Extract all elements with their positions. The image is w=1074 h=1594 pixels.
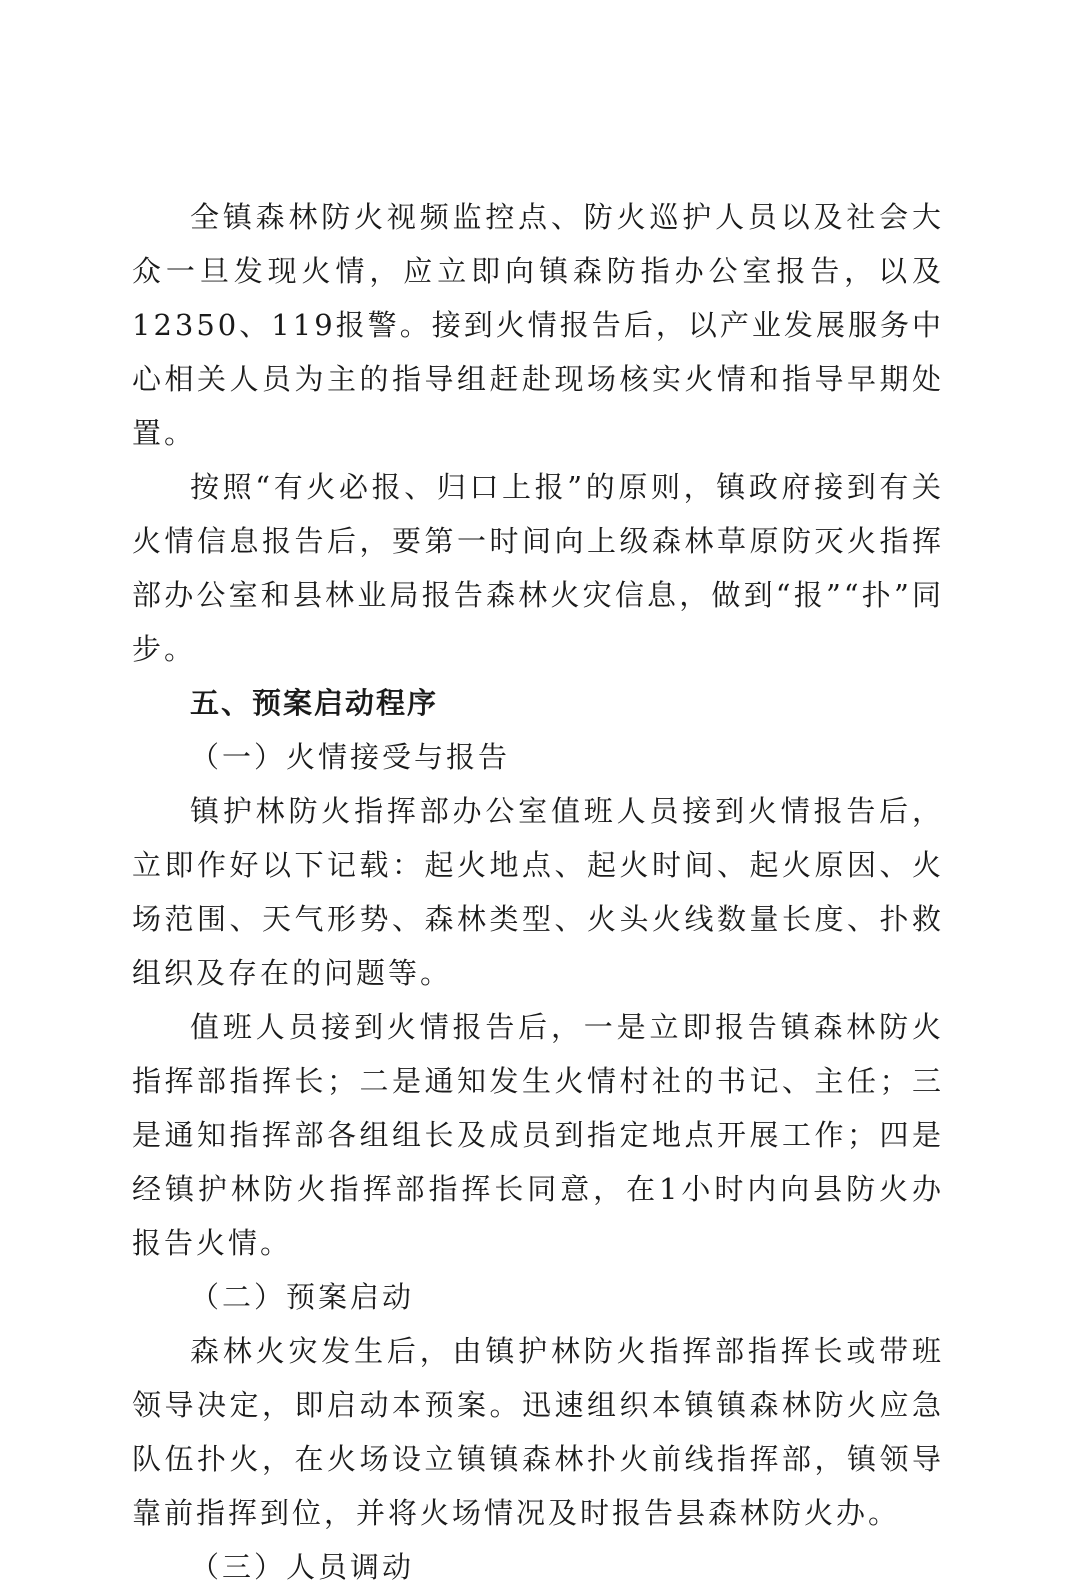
paragraph-duty-notification-steps: 值班人员接到火情报告后，一是立即报告镇森林防火指挥部指挥长；二是通知发生火情村社的书记、主任；三是通知指挥部各组组长及成员到指定地点开展工作；四是经镇护林防火指挥部指挥长同意，在1小时内向县防火办报告火情。 (132, 1010, 944, 1260)
document-page (132, 190, 944, 1594)
paragraph-duty-record: 镇护林防火指挥部办公室值班人员接到火情报告后，立即作好以下记载：起火地点、起火时间、起火原因、火场范围、天气形势、森林类型、火头火线数量长度、扑救组织及存在的问题等。 (132, 794, 944, 990)
paragraph-plan-activation-details: 森林火灾发生后，由镇护林防火指挥部指挥长或带班领导决定，即启动本预案。迅速组织本镇镇森林防火应急队伍扑火，在火场设立镇镇森林扑火前线指挥部，镇领导靠前指挥到位，并将火场情况及时报告县森林防火办。 (132, 1334, 944, 1530)
paragraph-reporting-principle: 按照“有火必报、归口上报”的原则，镇政府接到有关火情信息报告后，要第一时间向上级森林草原防灭火指挥部办公室和县林业局报告森林火灾信息，做到“报”“扑”同步。 (132, 470, 944, 666)
section-title-plan-activation-procedure: 五、预案启动程序 (190, 686, 439, 720)
paragraph-fire-discovery-report: 全镇森林防火视频监控点、防火巡护人员以及社会大众一旦发现火情，应立即向镇森防指办公室报告，以及12350、119报警。接到火情报告后，以产业发展服务中心相关人员为主的指导组赶赴现场核实火情和指导早期处置。 (132, 200, 944, 450)
subsection-title-fire-receipt-and-report: （一）火情接受与报告 (190, 740, 511, 774)
subsection-title-plan-activation: （二）预案启动 (190, 1280, 415, 1314)
subsection-title-personnel-deployment: （三）人员调动 (190, 1550, 415, 1584)
